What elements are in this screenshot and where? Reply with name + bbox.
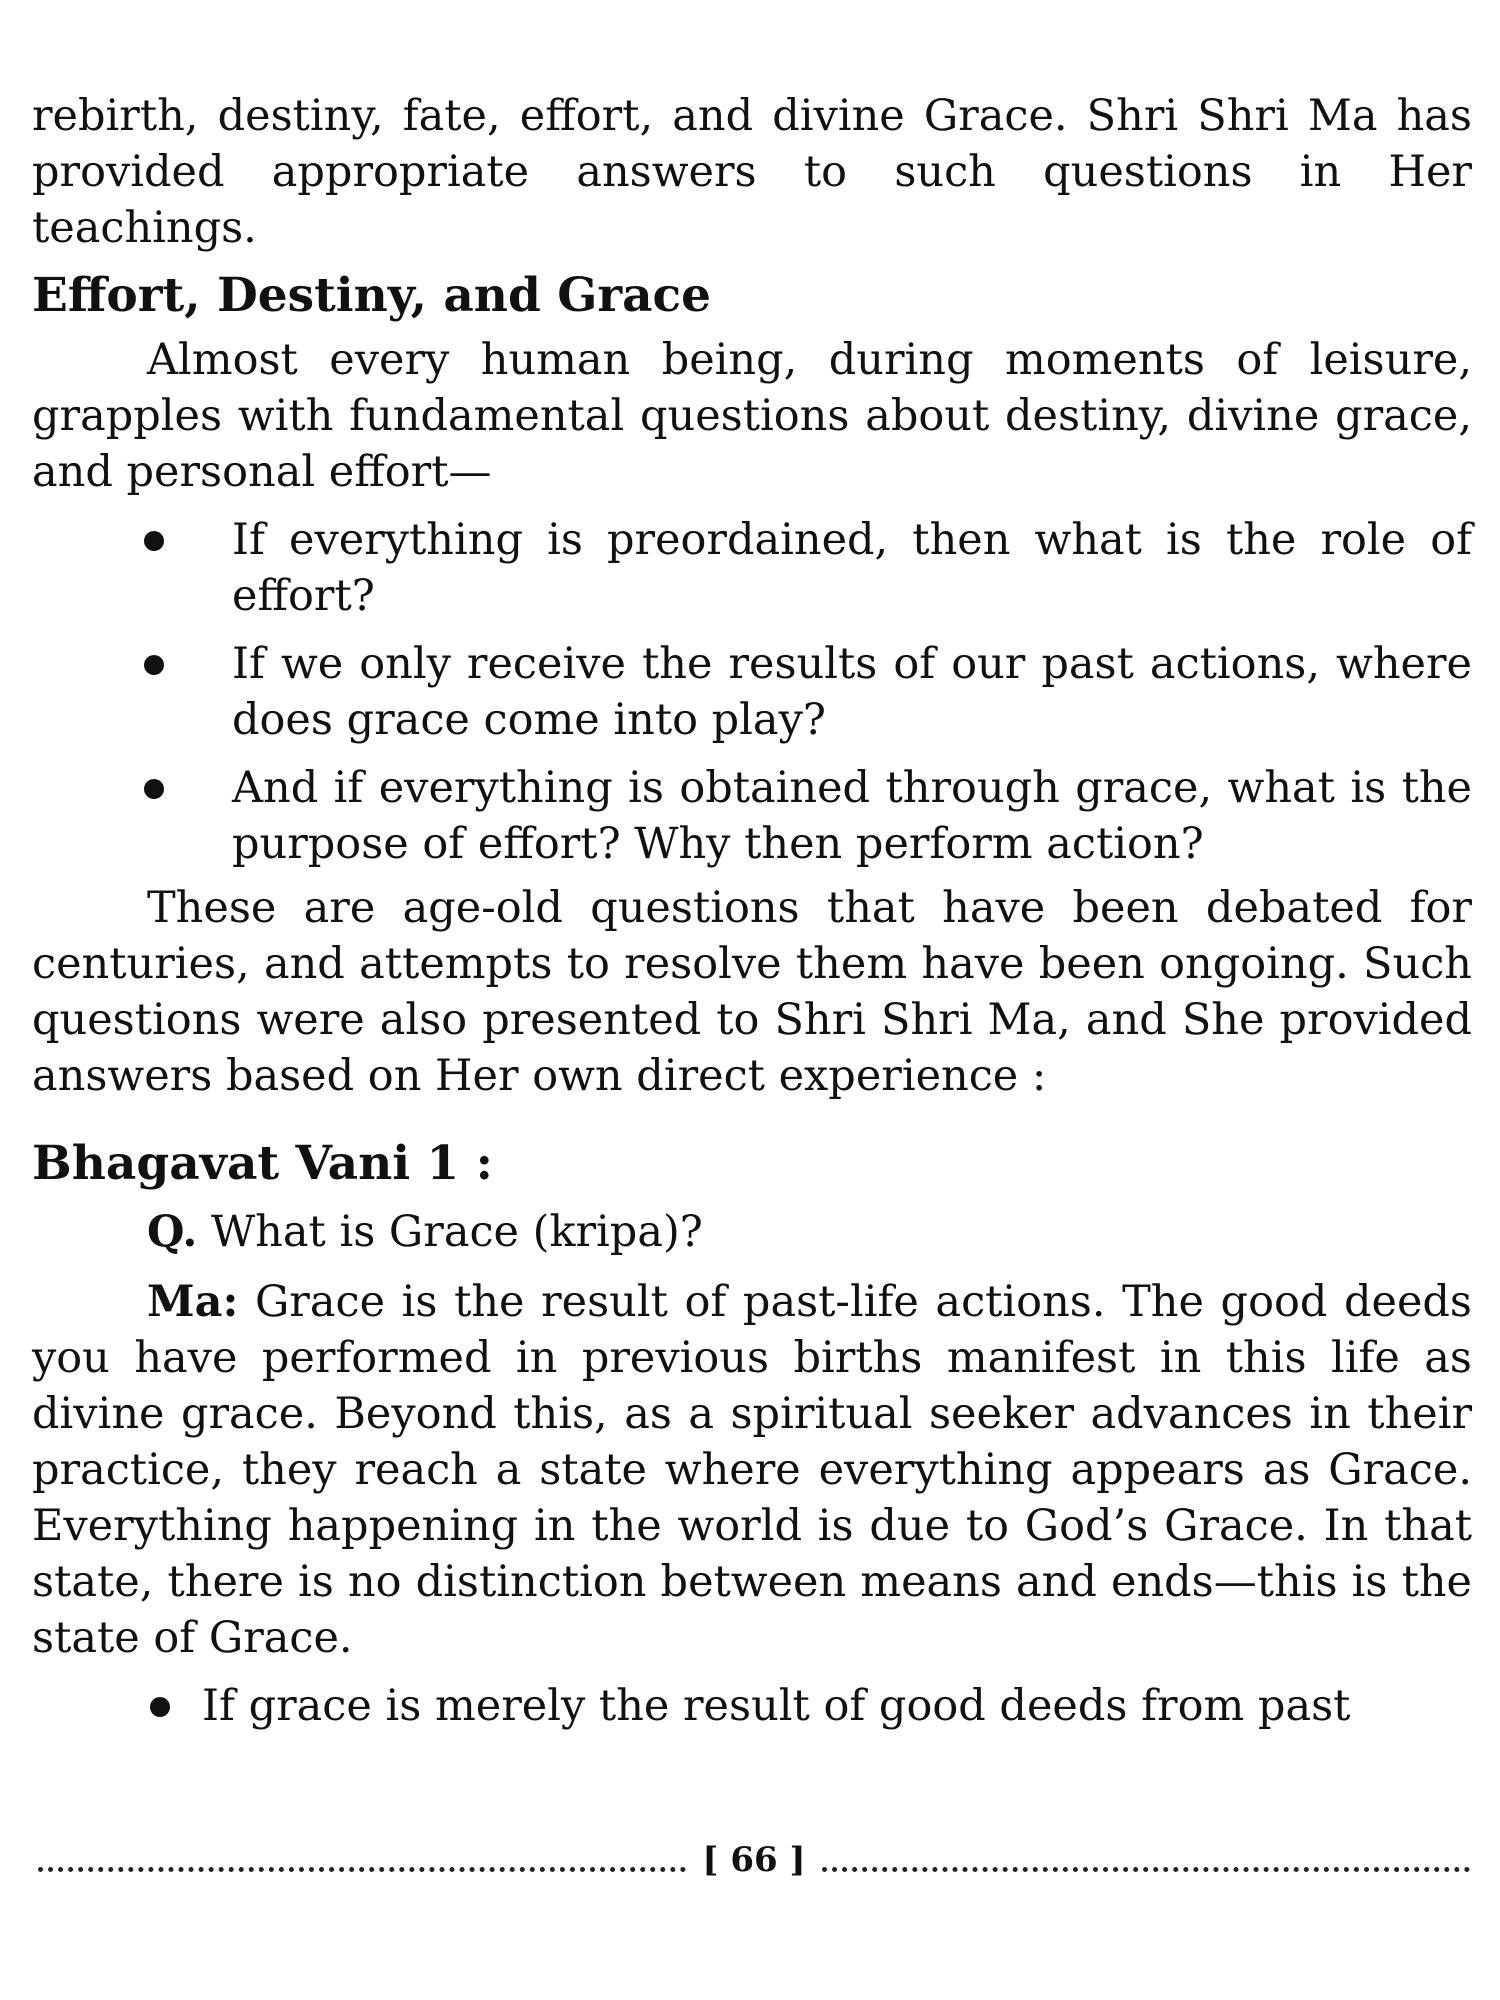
- list-item: [32, 512, 1472, 624]
- answer-text: Grace is the result of past-life actions. The good deeds you have performed in previous births manifest in this life as divine grace. Beyond this, as a spiritual seeker advances in their practice, they reach a state where everything appears as Grace. Everything happening in the world is due to God’s Grace. In that state, there is no distinction between means and ends—this is the state of Grace.: [32, 1277, 1472, 1663]
- opening-paragraph: rebirth, destiny, fate, effort, and divine Grace. Shri Shri Ma has provided appropriate answers to such questions in Her teachings.: [32, 91, 1472, 253]
- closing-paragraph: These are age-old questions that have been debated for centuries, and attempts to resolve them have been ongoing. Such questions were also presented to Shri Shri Ma, and She provided answers based on Her own direct experience :: [32, 883, 1472, 1101]
- question-paragraph: [32, 1204, 1472, 1260]
- page-number: [ 66 ]: [702, 1840, 806, 1880]
- section-heading-effort-destiny-grace: Effort, Destiny, and Grace: [32, 268, 712, 323]
- dotted-rule-left: [38, 1867, 686, 1872]
- list-item-text: If we only receive the results of our past actions, where does grace come into play?: [232, 639, 1472, 745]
- bullet-icon: [144, 779, 164, 799]
- answer-paragraph: [32, 1274, 1472, 1666]
- page-footer: [38, 1840, 1470, 1880]
- dotted-rule-right: [822, 1867, 1470, 1872]
- intro-paragraph: Almost every human being, during moments of leisure, grapples with fundamental questions about destiny, divine grace, and personal effort—: [32, 335, 1472, 497]
- list-item: [32, 760, 1472, 872]
- question-list: [32, 512, 1472, 872]
- list-item-text: If everything is preordained, then what is the role of effort?: [232, 515, 1472, 621]
- bullet-icon: [150, 1697, 170, 1717]
- page-body: [32, 88, 1472, 1734]
- list-item-text: And if everything is obtained through grace, what is the purpose of effort? Why then perform action?: [232, 763, 1472, 869]
- section-heading-bhagavat-vani: Bhagavat Vani 1 :: [32, 1136, 493, 1191]
- bullet-icon: [144, 531, 164, 551]
- question-label: Q.: [147, 1207, 198, 1257]
- list-item-text: If grace is merely the result of good deeds from past: [202, 1681, 1351, 1731]
- list-item: [32, 1678, 1472, 1734]
- answer-label: Ma:: [147, 1277, 239, 1327]
- list-item: [32, 636, 1472, 748]
- bullet-icon: [144, 655, 164, 675]
- question-text: What is Grace (kripa)?: [197, 1207, 703, 1257]
